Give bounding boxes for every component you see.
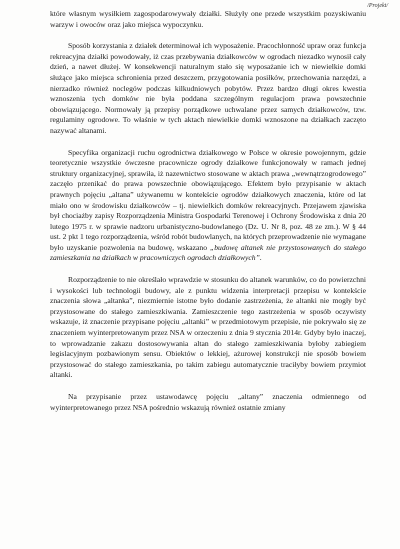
- paragraph-specifics-quote: „budowę altanek nie przystosowanych do stałego zamieszkania na działkach w pracowniczych ogrodach działkowych”: [50, 242, 366, 263]
- paragraph-specifics-end: .: [259, 253, 262, 263]
- project-header-mark: /Projekt/: [367, 3, 388, 9]
- paragraph-specifics-text: Specyfika organizacji ruchu ogrodnictwa działkowego w Polsce w okresie powojennym, gdzie teoretycznie wszystkie ówczesne pracownicze ogrody działkowe funkcjonowały w ramach jednej struktury organizacyjnej, sprawiła, iż nazewnictwo stosowane w aktach prawa „wewnątrzogrodowego” zaczęło przenikać do prawa powszechnie obowiązującego. Efektem było przypisanie w aktach prawnych pojęciu „altana” używanemu w kontekście ogrodów działkowych znaczenia, które od lat miało ono w środowisku działkowców – tj. niewielkich domków rekreacyjnych. Przejawem zjawiska był chociażby zapisy Rozporządzenia Ministra Gospodarki Terenowej i Ochrony Środowiska z dnia 20 lutego 1975 r. w sprawie nadzoru urbanistyczno-budowlanego (Dz. U. Nr 8, poz. 48 ze zm.). W § 44 ust. 2 pkt 1 tego rozporządzenia, wśród robót budowlanych, na których przeprowadzenie nie wymagane było uzyskanie pozwolenia na budowę, wskazano: [50, 147, 366, 252]
- paragraph-continuation: które własnym wysiłkiem zagospodarowywały działki. Służyły one przede wszystkim pozyskiwaniu warzyw i owoców oraz jako miejsca wypoczynku.: [50, 9, 366, 29]
- paragraph-regulation: Rozporządzenie to nie określało wprawdzie w stosunku do altanek warunków, co do powierzchni i wysokości lub technologii budowy, ale z punktu widzenia interpretacji przepisu w kontekście znaczenia słowa „altanka”, niezmiernie istotne było dodanie zastrzeżenia, że altanki nie mogły być przystosowane do stałego zamieszkiwania. Zamieszczenie tego zastrzeżenia w sposób oczywisty wskazuje, iż znaczenie przypisane pojęciu „altanki” w przedmiotowym przepisie, nie pokrywało się ze znaczeniem wyinterpretowanym przez NSA w orzeczeniu z dnia 9 stycznia 2014r. Gdyby było inaczej, to wprowadzanie zakazu dostosowywania altan do stałego zamieszkiwania byłoby zabiegiem legislacyjnym pozbawionym sensu. Obiektów o lekkiej, ażurowej konstrukcji nie sposób bowiem przystosować do stałego zamieszkania, po takim zabiegu automatycznie traciłyby bowiem przymiot altanki.: [50, 275, 366, 380]
- paragraph-final: Na przypisanie przez ustawodawcę pojęciu „altany” znaczenia odmiennego od wyinterpretowanego przez NSA pośrednio wskazują również ostatnie zmiany: [50, 392, 366, 412]
- paragraph-usage: Sposób korzystania z działek determinował ich wyposażenie. Pracochłonność upraw oraz funkcja rekreacyjna działki powodowały, iż czas przebywania działkowców w ogrodach niezadko wynosił cały dzień, a nawet dłużej. W konsekwencji naturalnym stało się wyposażanie ich w niewielkie domki służące jako miejsca schronienia przed deszczem, przygotowania posiłków, przechowania narzędzi, a nierzadko również noclegów podczas kilkudniowych pobytów. Przez bardzo długi okres kwestia wznoszenia tych domków nie była poddana szczególnym regulacjom prawa powszechnie obowiązującego. Normowały ją przepisy porządkowe uchwalane przez samych działkowców, tzw. regulaminy ogrodowe. To właśnie w tych aktach niewielkie domki wznoszone na działkach zaczęto nazywać altanami.: [50, 41, 366, 135]
- paragraph-specifics: [50, 148, 366, 265]
- document-body: [50, 9, 366, 424]
